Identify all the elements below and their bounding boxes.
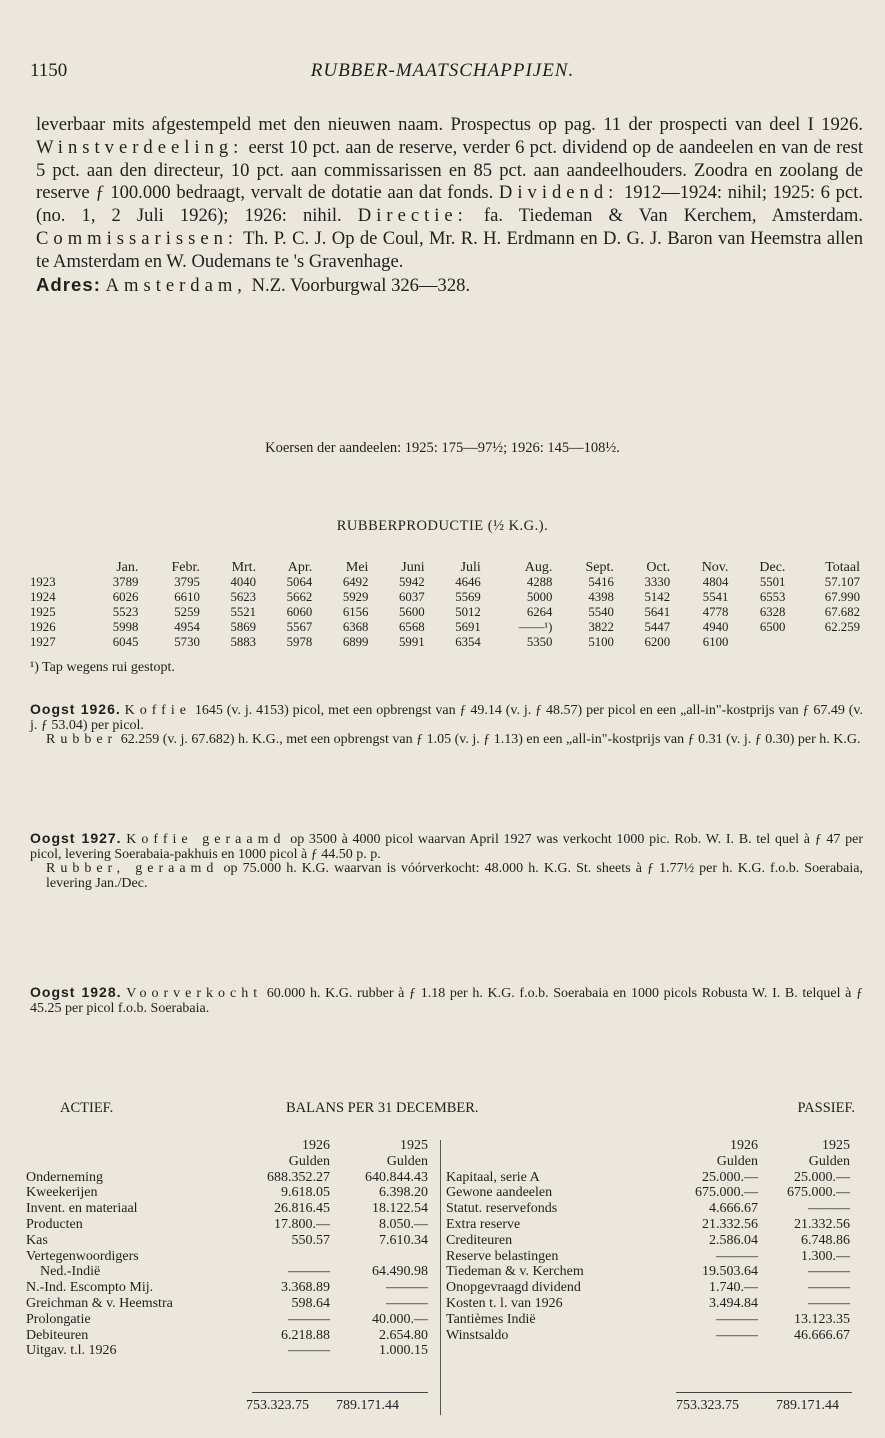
balance-assets [26,1138,436,1359]
balance-value-1925: 18.122.54 [372,1201,428,1217]
liability-row [446,1201,850,1217]
production-value: 4778 [702,605,729,619]
liability-row [446,1233,850,1249]
balance-item-label: Uitgav. t.l. 1926 [26,1343,117,1359]
month-column-header: Oct. [646,560,671,575]
balance-item-label: Prolongatie [26,1311,91,1327]
asset-row [26,1296,428,1312]
balance-value-1926: 6.218.88 [281,1327,330,1343]
production-value: 6060 [286,605,313,619]
production-value: 4804 [702,575,729,589]
month-column-header: Nov. [701,560,729,575]
directie-label: Directie: [357,205,468,227]
balance-item-label: Kas [26,1232,48,1248]
balance-value-1926: 21.332.56 [702,1216,758,1232]
production-value: 5730 [174,635,200,649]
month-column-header: Febr. [171,560,200,575]
balance-item-label: Tiedeman & v. Kerchem [446,1264,584,1280]
balance-item-label: Tantièmes Indië [446,1311,536,1327]
production-value: 5883 [230,635,257,649]
adres-street: N.Z. Voorburgwal 326—328. [246,274,471,296]
production-value: 6026 [112,590,139,604]
asset-row [26,1280,428,1296]
oogst-1926-rubber [30,733,863,748]
production-value: 6037 [399,590,425,604]
balance-liabilities [446,1138,856,1343]
production-value: 6156 [342,605,369,619]
asset-row [26,1185,428,1201]
month-column-header: Juni [401,560,425,575]
balance-divider [440,1140,441,1415]
company-description [36,114,863,297]
liabilities-year-row [446,1138,850,1154]
row-year: 1927 [30,635,56,649]
total-passief-1926: 753.323.75 [676,1398,739,1413]
production-value: 5259 [174,605,200,619]
oogst-1926 [30,702,863,748]
balance-item-label: Reserve belastingen [446,1248,559,1264]
balance-value-1926: ——— [288,1264,330,1280]
balance-value-1926: ——— [288,1311,330,1327]
balance-value-1925: ——— [808,1280,850,1296]
rubber-word: Rubber, geraamd [46,861,219,877]
unit-label: Gulden [288,1153,330,1169]
balance-value-1926: 1.740.— [709,1280,758,1296]
year-column-header [28,560,84,575]
balance-value-1926: 688.352.27 [267,1169,330,1185]
balance-value-1925: 6.748.86 [801,1232,850,1248]
balance-value-1926: 3.368.89 [281,1280,330,1296]
balance-item-label: Vertegenwoordigers [26,1248,139,1264]
text-span: leverbaar mits afgestempeld met den nieuwen naam. Prospectus op pag. 11 der prospecti van deel I 1926. [36,114,863,135]
production-value: 4288 [526,575,553,589]
oogst-1927-rubber [30,862,863,891]
balance-value-1925: 640.844.43 [365,1169,428,1185]
liability-row [446,1312,850,1328]
rubber-word: Rubber [46,732,118,748]
production-value: ——¹) [518,620,553,634]
balance-value-1925: ——— [386,1280,428,1296]
balance-item-label: Extra reserve [446,1216,521,1232]
production-row [28,620,862,635]
balance-value-1925 [330,1249,428,1265]
liabilities-unit-row [446,1154,850,1170]
production-row [28,635,862,650]
balance-value-1926: ——— [716,1248,758,1264]
balance-value-1925: ——— [386,1295,428,1311]
dividend-label: Dividend: [498,182,619,204]
balance-value-1926: ——— [716,1327,758,1343]
production-value [730,635,787,650]
production-value: 6328 [759,605,786,619]
balance-item-label: Winstsaldo [446,1327,509,1343]
total-actief-1926: 753.323.75 [246,1398,309,1413]
year-1926: 1926 [302,1138,330,1153]
month-column-header: Apr. [287,560,313,575]
adres-city: Amsterdam, [105,274,247,296]
balance-value-1925: 2.654.80 [379,1327,428,1343]
balance-value-1925: 675.000.— [787,1185,850,1201]
balance-value-1925: ——— [808,1201,850,1217]
production-footnote: ¹) Tap wegens rui gestopt. [30,660,175,675]
month-column-header: Sept. [585,560,614,575]
balance-item-label: Statut. reservefonds [446,1201,558,1217]
share-prices: Koersen der aandeelen: 1925: 175—97½; 1926: 145—108½. [265,440,620,456]
balance-value-1926: ——— [288,1343,330,1359]
balance-value-1925: 8.050.— [379,1216,428,1232]
production-value: 5600 [399,605,425,619]
balance-item-label: Kweekerijen [26,1185,98,1201]
production-value: 5691 [455,620,481,634]
balance-item-label: Greichman & v. Heemstra [26,1295,173,1311]
balance-item-label: Ned.-Indië [40,1264,101,1280]
actief-heading: ACTIEF. [60,1100,114,1116]
production-value: 6200 [644,635,671,649]
production-body [28,575,862,650]
balance-value-1925: 46.666.67 [794,1327,850,1343]
balance-item-label: Debiteuren [26,1327,89,1343]
production-value: 5501 [759,575,786,589]
production-value: 5662 [286,590,313,604]
text-span: Th. P. C. J. Op de Coul, Mr. R. H. Erdmann en D. G. J. Baron van Heemstra allen te Amsterdam en W. Oudemans te 's Gravenhage. [36,227,863,272]
production-value: 5540 [588,605,614,619]
row-year: 1926 [30,620,56,634]
asset-row [26,1312,428,1328]
month-column-header: Jan. [116,560,139,575]
unit-label: Gulden [808,1153,850,1169]
oogst-1928-text [30,985,863,1016]
production-value: 3795 [174,575,200,589]
production-value: 57.107 [824,575,860,589]
production-value: 6492 [342,575,369,589]
assets-unit-row [26,1154,428,1170]
asset-row [26,1249,428,1265]
text-span: 1912—1924: nihil; 1925: 6 pct. (no. 1, 2 Juli 1926); 1926: nihil. [36,182,864,227]
production-value: 5991 [399,635,425,649]
running-title: RUBBER-MAATSCHAPPIJEN. [310,60,575,81]
balance-value-1926: 25.000.— [702,1169,758,1185]
liabilities-total-rule [676,1392,852,1393]
balance-value-1926: 598.64 [291,1295,330,1311]
balance-title: BALANS PER 31 DECEMBER. [286,1100,479,1116]
total-actief-1925: 789.171.44 [336,1398,399,1413]
balance-value-1925: 1.300.— [801,1248,850,1264]
description-text [36,114,863,274]
balance-value-1926: 675.000.— [695,1185,758,1201]
production-value: 5929 [342,590,369,604]
assets-table [26,1138,428,1359]
balance-item-label: N.-Ind. Escompto Mij. [26,1280,154,1296]
production-row [28,590,862,605]
oogst-1926-koffie [30,702,863,733]
production-value: 5142 [644,590,671,604]
balance-value-1925: 1.000.15 [379,1343,428,1359]
liability-row [446,1185,850,1201]
production-value: 6264 [526,605,553,619]
balance-value-1926: 9.618.05 [281,1185,330,1201]
assets-rows [26,1170,428,1360]
production-value [787,635,862,650]
liability-row [446,1264,850,1280]
text-span: fa. Tiedeman & Van Kerchem, Amsterdam. [467,205,863,227]
production-value: 6354 [455,635,481,649]
production-value: 4040 [230,575,257,589]
balance-value-1925: 25.000.— [794,1169,850,1185]
production-value: 6500 [759,620,786,634]
production-row [28,575,862,590]
balance-item-label: Kosten t. l. van 1926 [446,1295,563,1311]
balance-item-label: Producten [26,1216,83,1232]
production-value: 5567 [286,620,313,634]
production-value: 6899 [342,635,369,649]
row-year: 1923 [30,575,56,589]
row-year: 1924 [30,590,56,604]
liability-row [446,1328,850,1344]
production-value: 4954 [174,620,200,634]
production-value: 4646 [455,575,481,589]
production-value: 67.990 [824,590,860,604]
balance-value-1925: ——— [808,1264,850,1280]
balance-item-label: Onderneming [26,1169,103,1185]
balance-item-label: Gewone aandeelen [446,1185,553,1201]
production-value: 5541 [702,590,729,604]
liability-row [446,1280,850,1296]
production-value: 5000 [526,590,553,604]
month-column-header: Mei [345,560,369,575]
production-value: 5978 [286,635,313,649]
asset-row [26,1264,428,1280]
passief-heading: PASSIEF. [797,1100,855,1116]
commissarissen-label: Commissarissen: [36,227,239,249]
balance-value-1926 [252,1249,330,1265]
oogst-1927 [30,831,863,891]
month-column-header: Mrt. [231,560,257,575]
oogst-1927-koffie [30,831,863,862]
production-value: 62.259 [824,620,860,634]
balance-value-1925: 64.490.98 [372,1264,428,1280]
production-value: 4940 [702,620,729,634]
koffie-word: Koffie [124,703,191,718]
asset-row [26,1233,428,1249]
page-header [30,60,855,86]
production-value: 4398 [588,590,614,604]
voorverkocht-word: Voorverkocht [126,986,263,1001]
asset-row [26,1328,428,1344]
month-column-header: Totaal [825,560,860,575]
production-value: 6610 [174,590,200,604]
asset-row [26,1201,428,1217]
oogst-1926-label: Oogst 1926. [30,701,121,717]
balance-header [60,1100,855,1120]
production-value: 5416 [588,575,614,589]
liability-row [446,1249,850,1265]
production-table [28,560,862,650]
balance-value-1926: 2.586.04 [709,1232,758,1248]
text-span: eerst 10 pct. aan de reserve, verder 6 pct. dividend op de aandeelen en van de rest 5 pct. aan den directeur, 10 pct. aan commissarissen en 85 pct. aan aandeelhouders. Zoodra en zoolang de reserve ƒ 100.000 bedraagt, vervalt de dotatie aan dat fonds. [36,136,863,204]
production-row [28,605,862,620]
month-column-header: Aug. [524,560,553,575]
production-value: 5641 [644,605,671,619]
balance-value-1925: 7.610.34 [379,1232,428,1248]
production-value: 5350 [526,635,553,649]
balance-item-label: Crediteuren [446,1232,513,1248]
liability-row [446,1217,850,1233]
oogst-1927-label: Oogst 1927. [30,830,122,846]
liabilities-table [446,1138,850,1343]
balance-item-label: Invent. en materiaal [26,1201,138,1217]
production-value: 5523 [112,605,139,619]
production-value: 5569 [455,590,481,604]
oogst-1928 [30,985,863,1016]
balance-value-1926: 19.503.64 [702,1264,758,1280]
production-header-row [28,560,862,575]
asset-row [26,1217,428,1233]
liabilities-rows [446,1170,850,1344]
balance-value-1926: 17.800.— [274,1216,330,1232]
production-value: 5064 [286,575,313,589]
assets-year-row [26,1138,428,1154]
address-line [36,274,863,298]
assets-total-rule [252,1392,428,1393]
production-value: 6100 [702,635,729,649]
balance-value-1925: 13.123.35 [794,1311,850,1327]
production-value: 3789 [112,575,139,589]
balance-value-1925: ——— [808,1295,850,1311]
winstverdeeling-label: Winstverdeeling: [36,136,244,158]
year-1925: 1925 [822,1138,850,1153]
production-value: 5012 [455,605,481,619]
year-1926: 1926 [730,1138,758,1153]
oogst-1928-label: Oogst 1928. [30,984,122,1000]
balance-value-1926: 4.666.67 [709,1201,758,1217]
rubber-text: 62.259 (v. j. 67.682) h. K.G., met een opbrengst van ƒ 1.05 (v. j. ƒ 1.13) en een „all-in"-kostprijs van ƒ 0.31 (v. j. ƒ 0.30) per h. K.G. [117,732,861,748]
production-value: 5100 [588,635,614,649]
production-value: 5623 [230,590,257,604]
rubber-text: op 75.000 h. K.G. waarvan is vóórverkocht: 48.000 h. K.G. St. sheets à ƒ 1.77½ per h. K.G. f.o.b. Soerabaia, levering Jan./Dec. [46,861,863,891]
balance-value-1926: 3.494.84 [709,1295,758,1311]
production-value: 6045 [112,635,139,649]
production-value: 6553 [759,590,786,604]
balance-value-1925: 21.332.56 [794,1216,850,1232]
month-column-header: Juli [460,560,481,575]
asset-row [26,1343,428,1359]
balance-value-1925: 6.398.20 [379,1185,428,1201]
production-value: 3822 [588,620,614,634]
liability-row [446,1170,850,1186]
balance-item-label: Kapitaal, serie A [446,1169,540,1185]
month-column-header: Dec. [759,560,786,575]
unit-label: Gulden [386,1153,428,1169]
oogst-1928-body: 60.000 h. K.G. rubber à ƒ 1.18 per h. K.G. f.o.b. Soerabaia en 1000 picols Robusta W. I. B. telquel à ƒ 45.25 per picol f.o.b. Soerabaia. [30,986,863,1016]
liability-row [446,1296,850,1312]
balance-value-1926: 26.816.45 [274,1201,330,1217]
adres-label: Adres: [36,273,101,295]
production-value: 3330 [644,575,671,589]
year-1925: 1925 [400,1138,428,1153]
production-value: 6568 [399,620,425,634]
balance-value-1925: 40.000.— [372,1311,428,1327]
asset-row [26,1170,428,1186]
production-value: 5869 [230,620,257,634]
koffie-word: Koffie geraamd [126,832,286,847]
production-value: 5447 [644,620,671,634]
production-value: 5521 [230,605,257,619]
koffie-text: op 3500 à 4000 picol waarvan April 1927 was verkocht 1000 pic. Rob. W. I. B. tel quel à ƒ 47 per picol, levering Soerabaia-pakhuis en 1000 picol à ƒ 44.50 p. p. [30,832,863,862]
balance-item-label: Onopgevraagd dividend [446,1280,581,1296]
balance-value-1926: ——— [716,1311,758,1327]
production-value: 5998 [112,620,139,634]
production-value: 67.682 [824,605,860,619]
page-number: 1150 [30,60,68,81]
production-value: 6368 [342,620,369,634]
row-year: 1925 [30,605,56,619]
total-passief-1925: 789.171.44 [776,1398,839,1413]
production-value: 5942 [399,575,425,589]
koffie-text: 1645 (v. j. 4153) picol, met een opbrengst van ƒ 49.14 (v. j. ƒ 48.57) per picol en een „all-in"-kostprijs van ƒ 67.49 (v. j. ƒ 53.04) per picol. [30,703,864,733]
production-title: RUBBERPRODUCTIE (½ K.G.). [336,518,549,534]
balance-value-1926: 550.57 [291,1232,330,1248]
unit-label: Gulden [716,1153,758,1169]
